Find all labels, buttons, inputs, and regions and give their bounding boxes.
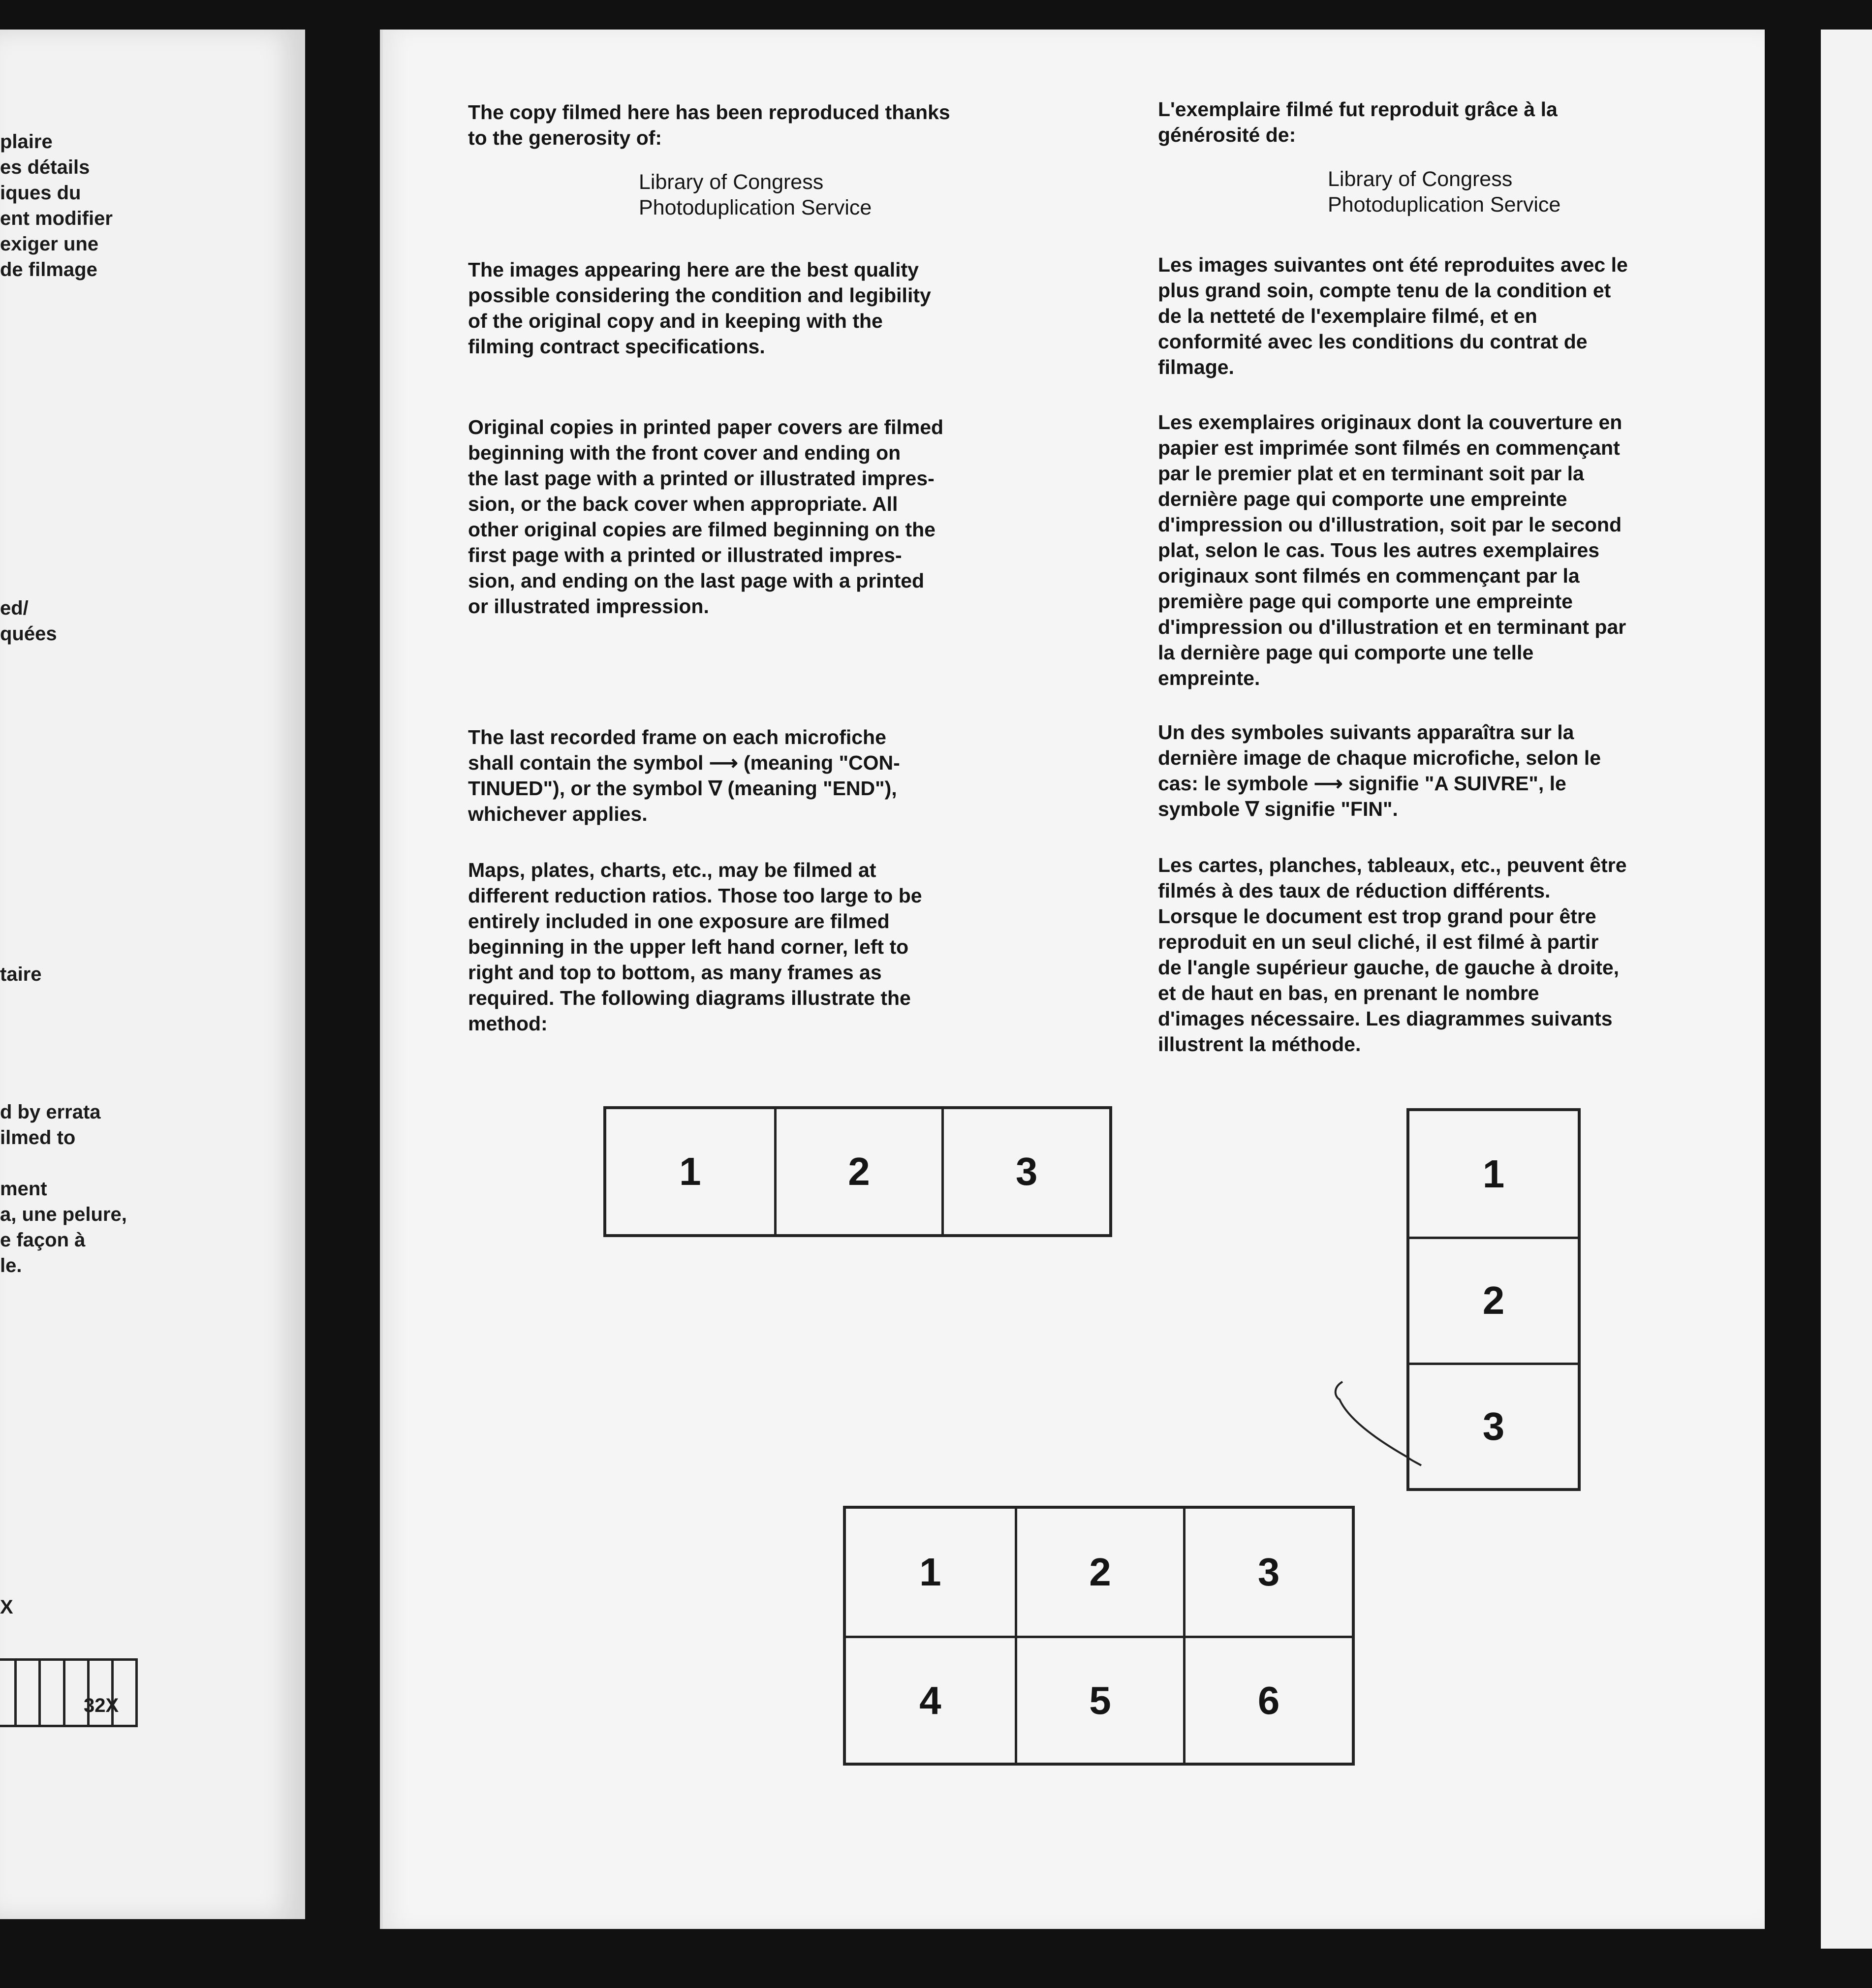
next-page-edge — [1821, 30, 1872, 1949]
reduction-grid-cell — [38, 1661, 62, 1725]
left-page-fragment: ment — [0, 1178, 47, 1200]
french-quality-paragraph: Les images suivantes ont été reproduites avec le plus grand soin, compte tenu de la condition et de la netteté de l'exemplaire filmé, et en conformité avec les conditions du contrat de filmage. — [1158, 253, 1628, 378]
reduction-grid-cell — [0, 1661, 14, 1725]
frame-number-5: 5 — [1015, 1636, 1184, 1763]
english-symbols-paragraph: The last recorded frame on each microfiche shall contain the symbol ⟶ (meaning "CON- TINUED"), or the symbol ∇ (meaning "END"), whichever applies. — [468, 726, 900, 825]
left-page-fragment: X — [0, 1596, 13, 1618]
left-page-fragment: de filmage — [0, 259, 97, 280]
frame-number-3: 3 — [1183, 1509, 1352, 1636]
reduction-grid-cell — [63, 1661, 87, 1725]
frame-number-2: 2 — [1409, 1237, 1578, 1362]
frame-number-2: 2 — [1015, 1509, 1184, 1636]
left-page-fragment: quées — [0, 623, 57, 645]
left-page-reduction-grid — [0, 1658, 138, 1727]
frame-number-1: 1 — [919, 1550, 941, 1594]
left-page-fragment: plaire — [0, 131, 53, 153]
left-page-fragment: d by errata — [0, 1101, 101, 1123]
reduction-grid-cell — [14, 1661, 38, 1725]
french-intro: L'exemplaire filmé fut reproduit grâce à la générosité de: — [1158, 98, 1558, 146]
french-maps-paragraph: Les cartes, planches, tableaux, etc., peuvent être filmés à des taux de réduction différents. Lorsque le document est trop grand pour être reproduit en un seul cliché, il est filmé à partir de l'angle supérieur gauche, de gauche à droite, et de haut en bas, en prenant le nombre d'images nécessaire. Les diagrammes suivants illustrent la méthode. — [1158, 854, 1627, 1056]
frame-number-2: 2 — [774, 1109, 942, 1234]
left-page-fragment: ilmed to — [0, 1127, 76, 1149]
frame-number-1: 1 — [679, 1149, 701, 1193]
english-intro: The copy filmed here has been reproduced thanks to the generosity of: — [468, 101, 950, 149]
english-covers-paragraph: Original copies in printed paper covers are filmed beginning with the front cover and ending on the last page with a printed or illustrated impres- sion, or the back cover when appropriate. All other original copies are filmed beginning on the first page with a printed or illustrated impres- sion, and ending on the last page with a printed or illustrated impression. — [468, 416, 944, 618]
french-covers-paragraph: Les exemplaires originaux dont la couverture en papier est imprimée sont filmés en commençant par le premier plat et en terminant soit par la dernière page qui comporte une empreinte d'impression ou d'illustration, soit par le second plat, selon le cas. Tous les autres exemplaires originaux sont filmés en commençant par la première page qui comporte une empreinte d'impression ou d'illustration et en terminant par la dernière page qui comporte une telle empreinte. — [1158, 411, 1626, 689]
reduction-grid-cell — [87, 1661, 111, 1725]
horizontal-frames-diagram — [603, 1106, 1112, 1237]
left-page-fragment: taire — [0, 963, 42, 985]
previous-page-edge — [0, 30, 305, 1919]
frame-number-4: 4 — [846, 1636, 1015, 1763]
frame-number-3: 3 — [941, 1109, 1109, 1234]
english-maps-paragraph: Maps, plates, charts, etc., may be filmed at different reduction ratios. Those too large to be entirely included in one exposure are filmed beginning in the upper left hand corner, left to right and top to bottom, as many frames as required. The following diagrams illustrate the method: — [468, 859, 922, 1035]
left-page-fragment: 32X — [84, 1695, 119, 1716]
frame-number-1: 1 — [1482, 1151, 1505, 1196]
pen-mark — [1328, 1378, 1426, 1496]
left-page-fragment: ent modifier — [0, 208, 113, 229]
french-symbols-paragraph: Un des symboles suivants apparaîtra sur la dernière image de chaque microfiche, selon le cas: le symbole ⟶ signifie "A SUIVRE", le symbole ∇ signifie "FIN". — [1158, 721, 1601, 820]
left-page-fragment: a, une pelure, — [0, 1204, 127, 1225]
left-page-fragment: exiger une — [0, 233, 99, 255]
grid-frames-diagram — [843, 1506, 1355, 1766]
main-page — [380, 30, 1765, 1929]
vertical-frames-diagram — [1406, 1108, 1581, 1491]
english-quality-paragraph: The images appearing here are the best quality possible considering the condition and legibility of the original copy and in keeping with the filming contract specifications. — [468, 258, 931, 358]
left-page-fragment: e façon à — [0, 1229, 86, 1251]
frame-number-6: 6 — [1183, 1636, 1352, 1763]
french-library-name: Library of Congress Photoduplication Service — [1328, 167, 1561, 217]
left-page-fragment: ed/ — [0, 597, 29, 619]
english-library-name: Library of Congress Photoduplication Service — [639, 170, 872, 219]
reduction-grid-cell — [111, 1661, 135, 1725]
left-page-fragment: le. — [0, 1255, 22, 1276]
frame-number-3: 3 — [1409, 1363, 1578, 1488]
left-page-fragment: iques du — [0, 182, 81, 204]
left-page-fragment: es détails — [0, 156, 90, 178]
